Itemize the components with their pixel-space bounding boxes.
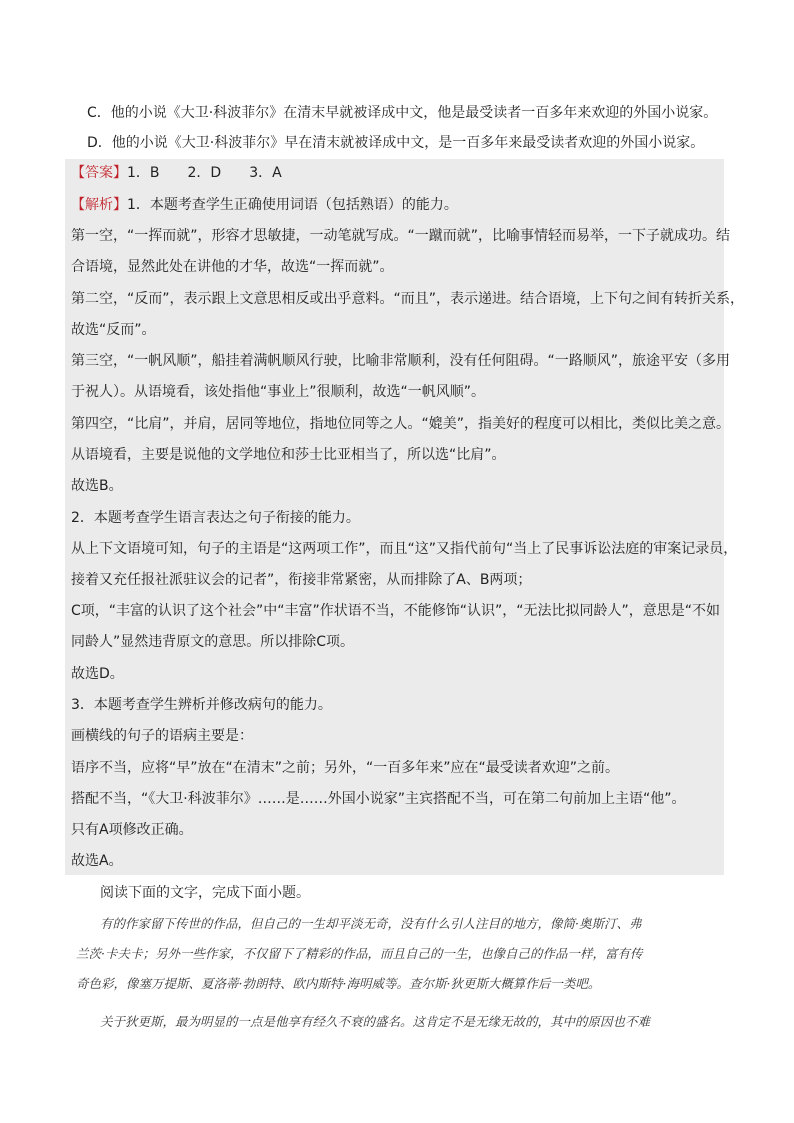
- answer-text: 1．B 2．D 3．A: [127, 165, 282, 181]
- analysis-tag: 【解析】: [71, 197, 127, 213]
- analysis-line: 于祝人）。从语境看，该处指他“事业上”很顺利，故选“一帆风顺”。: [71, 384, 486, 400]
- passage-line: 奇色彩，像塞万提斯、夏洛蒂·勃朗特、欧内斯特·海明威等。查尔斯·狄更斯大概算作后一类吧。: [76, 976, 601, 991]
- analysis-line: 画横线的句子的语病主要是：: [71, 728, 253, 744]
- analysis-line: 故选D。: [71, 666, 124, 682]
- analysis-line: 从上下文语境可知，句子的主语是“这两项工作”，而且“这”又指代前句“当上了民事诉讼法庭的审案记录员，: [71, 541, 738, 557]
- passage-line: 有的作家留下传世的作品，但自己的一生却平淡无奇，没有什么引人注目的地方，像简·奥斯汀、弗: [100, 916, 642, 931]
- analysis-line: 第一空，“一挥而就”，形容才思敏捷，一动笔就写成。“一蹴而就”，比喻事情轻而易举，一下子就成功。结: [71, 228, 731, 244]
- passage-line: 兰茨·卡夫卡；另外一些作家，不仅留下了精彩的作品，而且自己的一生，也像自己的作品一样，富有传: [76, 946, 643, 961]
- analysis-line: 2．本题考查学生语言表达之句子衔接的能力。: [71, 510, 360, 526]
- reading-instruction: 阅读下面的文字，完成下面小题。: [100, 885, 310, 901]
- analysis-line: 合语境，显然此处在讲他的才华，故选“一挥而就”。: [71, 259, 394, 275]
- analysis-line: [71, 194, 761, 216]
- option-c: C．他的小说《大卫·科波菲尔》在清末早就被译成中文，他是最受读者一百多年来欢迎的外国小说家。: [87, 105, 718, 121]
- analysis-line: 只有A项修改正确。: [71, 822, 193, 838]
- analysis-line: C项，“丰富的认识了这个社会”中“丰富”作状语不当，不能修饰“认识”，“无法比拟同龄人”，意思是“不如: [71, 603, 721, 619]
- option-d: D．他的小说《大卫·科波菲尔》早在清末就被译成中文，是一百多年来最受读者欢迎的外国小说家。: [87, 135, 705, 151]
- analysis-line: 第三空，“一帆风顺”，船挂着满帆顺风行驶，比喻非常顺利，没有任何阻碍。“一路顺风”，旅途平安（多用: [71, 353, 731, 369]
- analysis-line: 语序不当，应将“早”放在“在清末”之前；另外，“一百多年来”应在“最受读者欢迎”之前。: [71, 760, 620, 776]
- answer-line: [71, 162, 761, 184]
- analysis-line: 3．本题考查学生辨析并修改病句的能力。: [71, 697, 332, 713]
- analysis-line: 接着又充任报社派驻议会的记者”，衔接非常紧密，从而排除了A、B两项；: [71, 572, 532, 588]
- analysis-line: 同龄人”显然违背原文的意思。所以排除C项。: [71, 634, 355, 650]
- analysis-line: 故选“反而”。: [71, 322, 156, 338]
- answer-tag: 【答案】: [71, 165, 127, 181]
- passage-line: 关于狄更斯，最为明显的一点是他享有经久不衰的盛名。这肯定不是无缘无故的，其中的原因也不难: [100, 1014, 651, 1029]
- analysis-text: 1．本题考查学生正确使用词语（包括熟语）的能力。: [127, 197, 458, 213]
- analysis-line: 故选B。: [71, 478, 123, 494]
- analysis-line: 第二空，“反而”，表示跟上文意思相反或出乎意料。“而且”，表示递进。结合语境，上下句之间有转折关系，: [71, 291, 745, 307]
- analysis-line: 故选A。: [71, 853, 123, 869]
- analysis-line: 搭配不当，“《大卫·科波菲尔》……是……外国小说家”主宾搭配不当，可在第二句前加上主语“他”。: [71, 791, 686, 807]
- analysis-line: 第四空，“比肩”，并肩，居同等地位，指地位同等之人。“媲美”，指美好的程度可以相比，类似比美之意。: [71, 416, 731, 432]
- analysis-line: 从语境看，主要是说他的文学地位和莎士比亚相当了，所以选“比肩”。: [71, 447, 506, 463]
